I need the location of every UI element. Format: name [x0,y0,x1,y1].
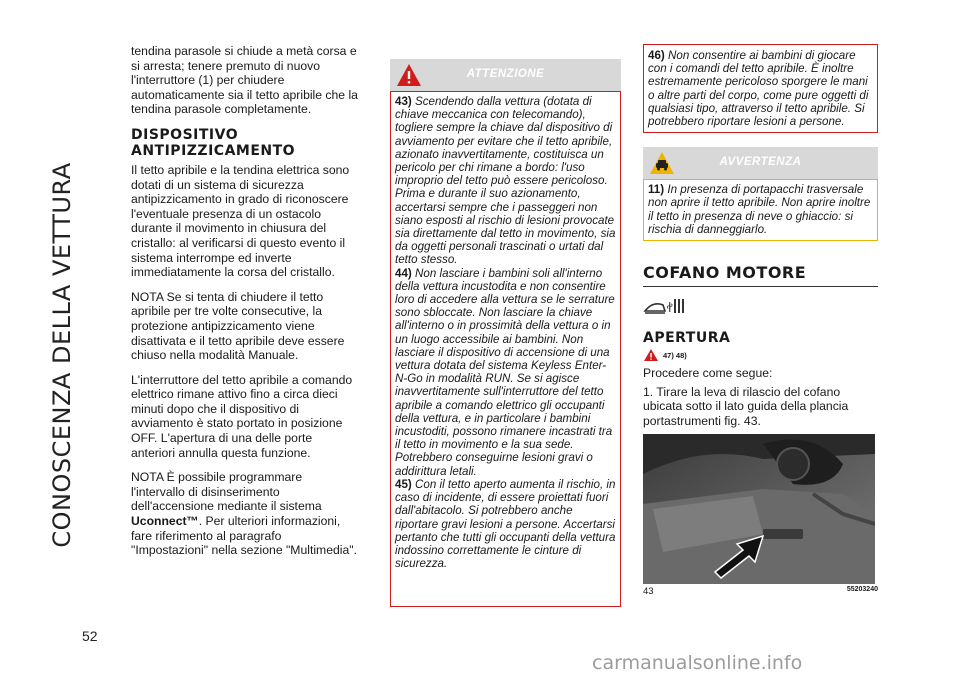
figure-number: 43 [643,586,654,598]
text: . Per ulteriori informazioni, fare riferimento al paragrafo "Impostazioni" nella sezione "Multimedia". [131,514,357,558]
reference-numbers: 47) 48) [663,350,687,360]
paragraph: L'interruttore del tetto apribile a comando elettrico rimane attivo fino a circa dieci minuti dopo che il dispositivo di avviamento è stato portato in posizione OFF. L'apertura di una delle porte anteriori annulla questa funzione. [131,372,353,460]
warning-item [648,183,873,236]
warning-box [643,147,878,241]
attention-box-continued [643,44,878,133]
warning-triangle-icon [643,348,659,362]
item-text: Non consentire ai bambini di giocare con i comandi del tetto apribile. È inoltre estremamente pericoloso sporgere le mani o altre parti del corpo, come pure oggetti di qualsiasi tipo, attraverso il tetto apribile. Si potrebbero riportare lesioni a persone. [648,49,869,129]
references [643,348,878,362]
item-number: 44) [395,266,412,280]
item-text: Con il tetto aperto aumenta il rischio, in caso di incidente, di essere proiettati fuori dall'abitacolo. Si potrebbero anche riportare gravi lesioni a persone. Accertarsi pertanto che tutti gli occupanti della vettura indossino correttamente le cinture di sicurezza. [395,477,616,571]
section-title: COFANO MOTORE [643,263,878,287]
paragraph: NOTA Se si tenta di chiudere il tetto apribile per tre volte consecutive, la protezione antipizzicamento viene disattivata e il tetto apribile deve essere chiuso nella modalità Manuale. [131,289,345,363]
warning-item [395,267,616,478]
column-left [131,44,359,568]
arrow-icon [713,530,773,580]
text: NOTA È possibile programmare l'intervallo di disinserimento dell'accensione mediante il sistema [131,470,322,514]
watermark-link[interactable]: carmanualsonline.info [592,652,803,674]
hood-icon [643,295,687,317]
warning-item [395,95,616,267]
paragraph: 1. Tirare la leva di rilascio del cofano ubicata sotto il lato guida della plancia portastrumenti fig. 43. [643,384,849,428]
figure-image [643,434,875,584]
attention-box [390,59,621,607]
warning-header [643,147,878,179]
attention-body [643,44,878,133]
item-number: 43) [395,95,412,108]
figure-caption [643,586,878,597]
svg-text:ꬷ: ꬷ [667,301,673,317]
item-text: Non lasciare i bambini soli all'interno della vettura incustodita e non consentire loro di accedere alla vettura se le serrature sono sbloccate. Non lasciare la chiave all'interno o in prossimità della vettura o in un luogo accessibile ai bambini. Non lasciare il dispositivo di accensione di una vettura dotata del sistema Keyless Enter-N-Go in modalità RUN. Se si agisce inavvertitamente sull'interruttore del tetto apribile a comando elettrico gli occupanti della vettura, e in particolare i bambini incustoditi, possono rimanere incastrati tra il tetto in movimento e la sua sede. Potrebbero conseguirne lesioni gravi o addirittura letali. [395,266,615,478]
paragraph: tendina parasole si chiude a metà corsa e si arresta; tenere premuto di nuovo l'interruttore (1) per chiudere automaticamente sia il tetto apribile che la tendina parasole completamente. [131,44,358,117]
warning-body [643,179,878,241]
section-heading: DISPOSITIVO ANTIPIZZICAMENTO [131,126,296,159]
uconnect-label: Uconnect™ [131,514,199,529]
paragraph: Il tetto apribile e la tendina elettrica sono dotati di un sistema di sicurezza antipizzicamento in grado di riconoscere l'eventuale presenza di un ostacolo durante il movimento in chiusura del cristallo: al verificarsi di questo evento il sistema interrompe ed inverte immediatamente la corsa del cristallo. [131,162,350,280]
warning-item [648,49,873,128]
item-number: 46) [648,49,665,62]
attention-body [390,91,621,607]
side-title: CONOSCENZA DELLA VETTURA [48,162,76,548]
column-right [643,44,878,597]
item-number: 45) [395,477,412,491]
item-text: In presenza di portapacchi trasversale non aprire il tetto apribile. Non aprire inoltre il tetto in presenza di neve o ghiaccio: si rischia di danneggiarlo. [648,183,871,236]
figure-code: 55203240 [846,586,878,594]
page-number: 52 [82,628,98,644]
item-number: 11) [648,183,665,197]
item-text: Scendendo dalla vettura (dotata di chiave meccanica con telecomando), togliere sempre la chiave dal dispositivo di avviamento per evitare che il tetto apribile, azionato inavvertitamente, costituisca un pericolo per chi rimane a bordo: l'uso improprio del tetto può essere pericoloso. Prima e durante il suo azionamento, accertarsi sempre che i passeggeri non siano esposti al rischio di lesioni provocate sia direttamente dal tetto in movimento, sia da oggetti personali trascinati o urtati dal tetto stesso. [395,95,616,267]
subheading: APERTURA [643,330,731,347]
warning-title: AVVERTENZA [719,156,802,169]
warning-item [395,478,616,570]
paragraph [131,470,359,558]
attention-title: ATTENZIONE [466,68,545,80]
paragraph: Procedere come segue: [643,366,773,381]
attention-header [390,59,621,91]
